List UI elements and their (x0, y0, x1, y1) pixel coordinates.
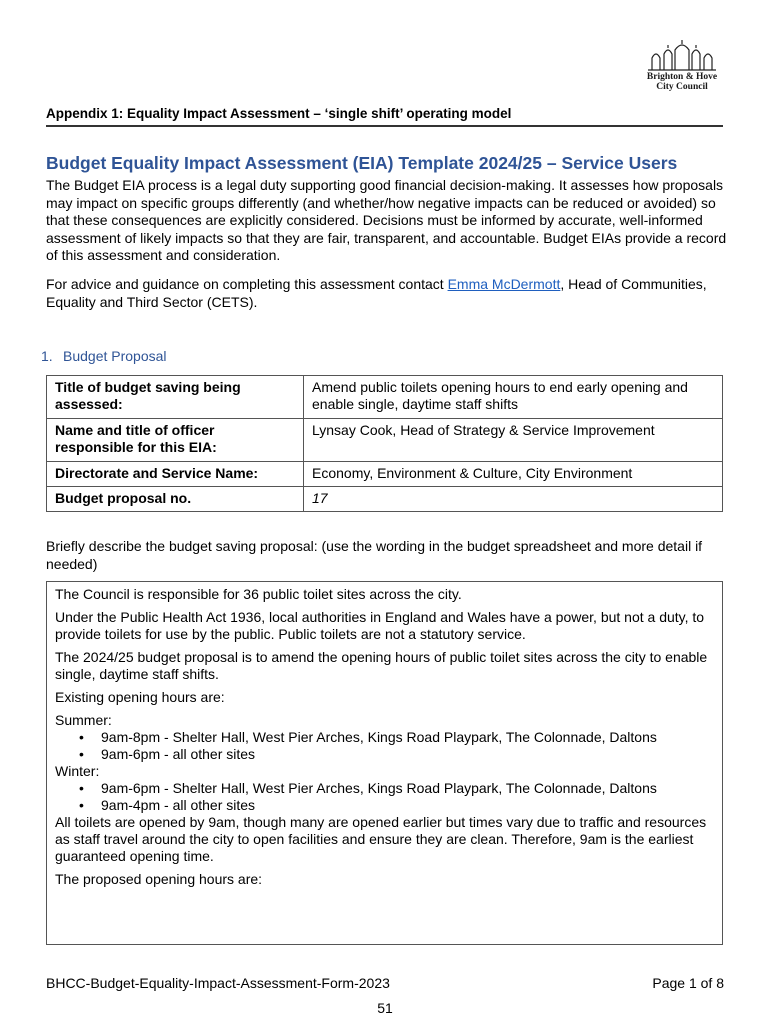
description-paragraph: Existing opening hours are: (55, 689, 225, 705)
appendix-heading: Appendix 1: Equality Impact Assessment – ‘single shift’ operating model (46, 106, 723, 127)
list-item: • 9am-4pm - all other sites (55, 797, 714, 814)
council-logo (636, 40, 728, 98)
advice-text-before: For advice and guidance on completing this assessment contact (46, 276, 448, 292)
section-number: 1. (41, 348, 53, 364)
description-paragraph: The proposed opening hours are: (55, 871, 263, 887)
summer-hours-list (55, 729, 714, 763)
advice-text-after: , Head of Communities, Equality and Third Sector (CETS). (46, 276, 707, 310)
winter-hours-list (55, 780, 714, 814)
row-label: Budget proposal no. (47, 486, 304, 511)
list-item: • 9am-8pm - Shelter Hall, West Pier Arches, Kings Road Playpark, The Colonnade, Daltons (55, 729, 714, 746)
page-number: 51 (377, 1000, 393, 1016)
row-value: 17 (304, 486, 723, 511)
description-paragraph: All toilets are opened by 9am, though many are opened earlier but times vary due to traffic and resources as staff travel around the city to open facilities and ensure they are clean. Therefore, 9am is the earliest guaranteed opening time. (55, 814, 707, 864)
row-value: Economy, Environment & Culture, City Environment (304, 462, 723, 487)
budget-proposal-table (46, 375, 723, 512)
section-title: Budget Proposal (63, 348, 167, 364)
row-label: Title of budget saving being assessed: (47, 376, 304, 419)
table-row (47, 462, 723, 487)
list-item: • 9am-6pm - all other sites (55, 746, 714, 763)
intro-paragraph: The Budget EIA process is a legal duty supporting good financial decision-making. It assesses how proposals may impact on specific groups differently (and whether/how negative impacts can be reduced or avoided) so that these consequences are explicitly considered. Decisions must be informed by accurate, well-informed assessment of likely impacts so that they are fair, transparent, and accountable. Budget EIAs provide a record of this assessment and consideration. (46, 177, 727, 264)
description-paragraph: Under the Public Health Act 1936, local authorities in England and Wales have a power, but not a duty, to provide toilets for use by the public. Public toilets are not a statutory service. (55, 609, 705, 642)
footer-form-name: BHCC-Budget-Equality-Impact-Assessment-Form-2023 (46, 975, 390, 991)
page-title: Budget Equality Impact Assessment (EIA) Template 2024/25 – Service Users (46, 153, 678, 173)
section-heading (41, 348, 167, 364)
pavilion-crest-icon (642, 40, 722, 72)
logo-line-2: City Council (656, 82, 708, 92)
advice-paragraph (46, 276, 728, 311)
row-value: Amend public toilets opening hours to end early opening and enable single, daytime staff shifts (304, 376, 723, 419)
row-label: Name and title of officer responsible for this EIA: (47, 419, 304, 462)
table-row (47, 376, 723, 419)
logo-line-1: Brighton & Hove (646, 72, 718, 82)
description-paragraph: The Council is responsible for 36 public toilet sites across the city. (55, 586, 462, 602)
list-item: • 9am-6pm - Shelter Hall, West Pier Arches, Kings Road Playpark, The Colonnade, Daltons (55, 780, 714, 797)
summer-label: Summer: (55, 712, 112, 728)
table-row (47, 486, 723, 511)
row-label: Directorate and Service Name: (47, 462, 304, 487)
row-value: Lynsay Cook, Head of Strategy & Service Improvement (304, 419, 723, 462)
footer-page-indicator: Page 1 of 8 (652, 975, 724, 991)
contact-link[interactable]: Emma McDermott (447, 276, 561, 292)
table-row (47, 419, 723, 462)
winter-label: Winter: (55, 763, 100, 779)
proposal-description-box (46, 581, 723, 945)
description-paragraph: The 2024/25 budget proposal is to amend the opening hours of public toilet sites across the city to enable single, daytime staff shifts. (55, 649, 708, 682)
describe-prompt: Briefly describe the budget saving proposal: (use the wording in the budget spreadsheet and more detail if needed) (46, 538, 703, 572)
